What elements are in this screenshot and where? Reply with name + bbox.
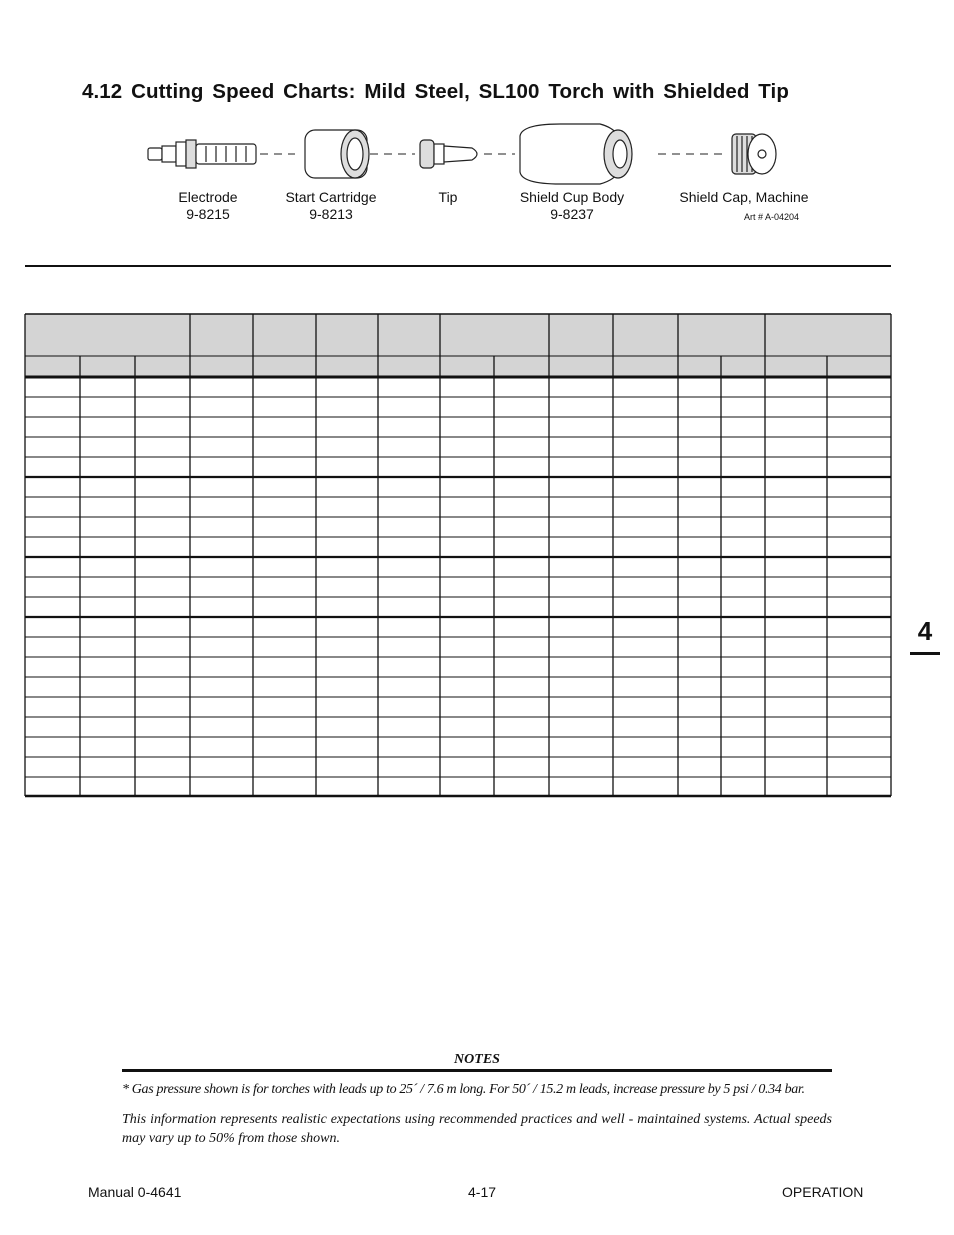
part-start-cartridge (276, 189, 386, 223)
shield-cap-drawing (732, 134, 776, 174)
notes-heading: NOTES (454, 1052, 500, 1067)
part-number: 9-8237 (550, 206, 594, 222)
cutting-speed-table (24, 313, 892, 799)
section-divider (25, 265, 891, 267)
part-tip (428, 189, 468, 206)
note-realistic-expectations: This information represents realistic expectations using recommended practices and well - maintained systems. Actual speeds may vary up to 50% from those shown. (122, 1112, 832, 1146)
part-number: 9-8215 (186, 206, 230, 222)
part-shield-cup-body (512, 189, 632, 223)
part-name: Start Cartridge (285, 189, 377, 205)
start-cartridge-drawing (305, 130, 369, 178)
part-name: Shield Cap, Machine (679, 189, 809, 205)
footer-page-number: 4-17 (468, 1184, 497, 1200)
shield-cup-body-drawing (520, 124, 632, 184)
torch-parts-diagram (0, 118, 954, 228)
part-name: Electrode (178, 189, 238, 205)
cutting-speed-table-grid (24, 313, 892, 799)
torch-parts-illustration (0, 118, 954, 228)
part-electrode (168, 189, 248, 223)
art-number: Art # A-04204 (744, 212, 800, 222)
part-number: 9-8213 (309, 206, 353, 222)
notes-divider (122, 1069, 832, 1072)
tip-drawing (420, 140, 477, 168)
footer-section-name: OPERATION (782, 1184, 864, 1200)
chapter-tab: 4 (910, 612, 940, 655)
section-title: 4.12 Cutting Speed Charts: Mild Steel, SL100 Torch with Shielded Tip (82, 80, 789, 103)
electrode-drawing (148, 140, 256, 168)
part-name: Shield Cup Body (519, 189, 625, 205)
note-gas-pressure: * Gas pressure shown is for torches with leads up to 25´ / 7.6 m long. For 50´ / 15.2 m leads, increase pressure by 5 psi / 0.34 bar. (122, 1082, 805, 1097)
part-name: Tip (438, 189, 458, 205)
table-header-band (25, 314, 891, 377)
footer-manual-number: Manual 0-4641 (88, 1184, 182, 1200)
part-shield-cap (674, 189, 814, 206)
